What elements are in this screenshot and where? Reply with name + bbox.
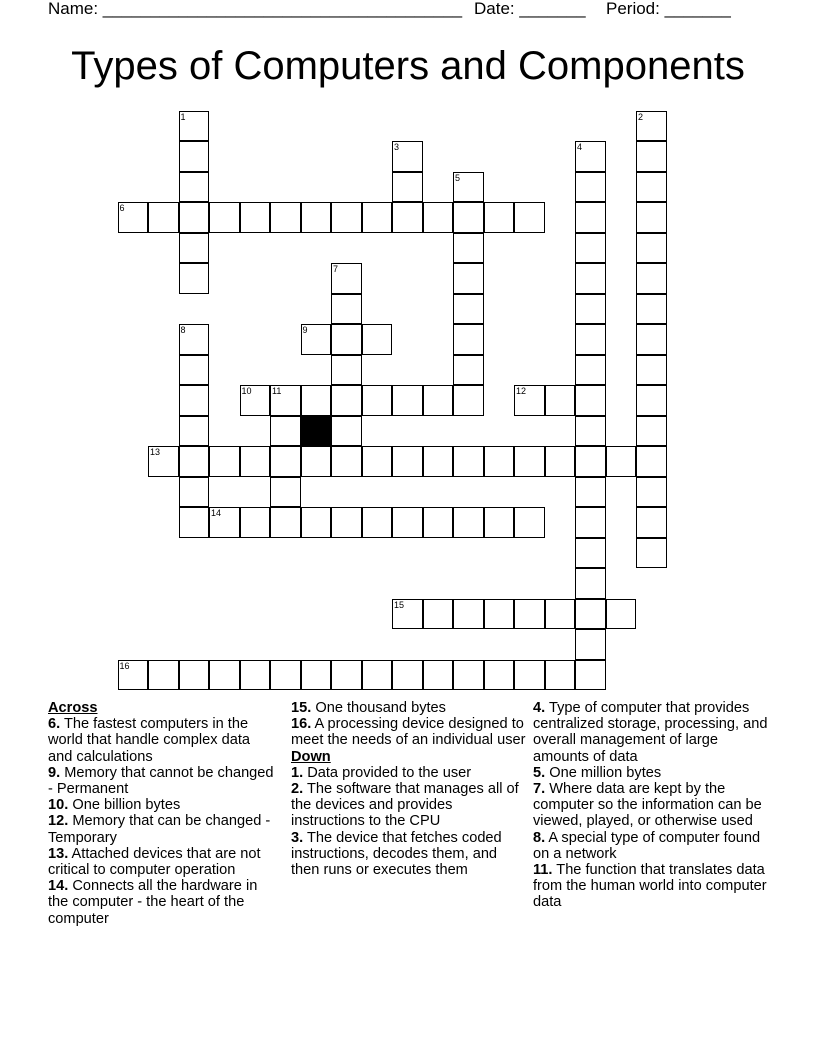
crossword-cell[interactable] [179,507,210,538]
clue-number: 13. [48,845,69,862]
clue-number: 14. [48,878,69,895]
crossword-cell[interactable] [636,141,667,172]
crossword-cell[interactable] [209,507,240,538]
crossword-cell[interactable] [636,111,667,142]
cell-number: 5 [455,172,461,183]
cell-number: 13 [150,447,161,457]
crossword-cell[interactable] [575,629,606,660]
crossword-cell[interactable] [453,385,484,416]
clue-number: 8. [533,829,546,846]
clue-number: 2. [291,781,304,798]
crossword-cell[interactable] [575,263,606,294]
crossword-cell[interactable] [179,324,210,355]
cell-number: 8 [180,325,186,335]
crossword-cell[interactable] [453,507,484,538]
clue [291,781,526,830]
cell-number: 9 [302,325,308,335]
cell-number: 11 [272,386,282,396]
crossword-cell[interactable] [179,202,210,233]
crossword-cell[interactable] [514,446,545,477]
clue [48,797,278,813]
crossword-cell[interactable] [362,202,393,233]
crossword-cell[interactable] [270,385,301,416]
clues-column-2 [291,700,526,878]
period-field[interactable]: Period: _______ [606,0,731,18]
clue-number: 10. [48,797,69,814]
crossword-cell[interactable] [118,202,149,233]
crossword-cell[interactable] [179,172,210,203]
crossword-cell[interactable] [636,355,667,386]
clue [533,781,768,830]
crossword-cell[interactable] [301,446,332,477]
clue [48,846,278,878]
crossword-cell[interactable] [148,660,179,691]
cell-number: 4 [577,142,583,152]
clue-number: 11. [533,862,553,879]
clue-text: Memory that can be changed - Temporary [48,813,271,846]
crossword-cell[interactable] [484,660,515,691]
crossword-cell[interactable] [240,385,271,416]
crossword-cell[interactable] [423,202,454,233]
cell-number: 16 [119,660,130,671]
crossword-cell[interactable] [453,172,484,203]
crossword-cell[interactable] [392,172,423,203]
clues-column-1 [48,700,278,927]
crossword-cell[interactable] [423,599,454,630]
crossword-cell[interactable] [636,202,667,233]
crossword-cell[interactable] [484,507,515,538]
crossword-cell[interactable] [636,324,667,355]
cell-number: 10 [241,386,252,396]
crossword-cell[interactable] [270,446,301,477]
clue-text: A special type of computer found on a network [533,829,761,862]
crossword-cell[interactable] [453,263,484,294]
cell-number: 3 [394,142,400,152]
clue-text: Memory that cannot be changed - Permanent [48,764,274,798]
clue [291,765,526,781]
crossword-cell[interactable] [392,446,423,477]
clue-text: Data provided to the user [303,764,472,781]
clue-text: A processing device designed to meet the needs of an individual user [291,716,526,749]
crossword-cell[interactable] [636,416,667,447]
clue-text: One million bytes [545,764,662,781]
crossword-cell[interactable] [636,294,667,325]
clue-text: Attached devices that are not critical to computer operation [48,845,261,879]
down-heading: Down [291,748,331,765]
crossword-cell[interactable] [453,294,484,325]
crossword-cell[interactable] [179,660,210,691]
crossword-cell[interactable] [362,446,393,477]
crossword-cell[interactable] [392,141,423,172]
clue [48,813,278,845]
crossword-cell[interactable] [484,446,515,477]
crossword-cell[interactable] [484,599,515,630]
crossword-cell[interactable] [179,416,210,447]
crossword-cell[interactable] [636,385,667,416]
crossword-cell[interactable] [453,446,484,477]
crossword-cell[interactable] [606,599,637,630]
crossword-cell[interactable] [301,385,332,416]
clue [533,830,768,862]
crossword-cell[interactable] [331,202,362,233]
crossword-cell[interactable] [331,263,362,294]
crossword-cell[interactable] [148,446,179,477]
crossword-cell[interactable] [209,202,240,233]
crossword-cell[interactable] [575,416,606,447]
crossword-cell[interactable] [362,507,393,538]
crossword-cell[interactable] [514,202,545,233]
cell-number: 6 [119,203,125,213]
crossword-cell[interactable] [423,385,454,416]
crossword-cell[interactable] [392,507,423,538]
crossword-cell[interactable] [301,660,332,691]
crossword-cell[interactable] [606,446,637,477]
clue-number: 5. [533,764,546,781]
across-heading: Across [48,700,98,716]
crossword-cell[interactable] [331,385,362,416]
crossword-cell[interactable] [331,660,362,691]
crossword-cell[interactable] [270,507,301,538]
crossword-cell[interactable] [423,446,454,477]
crossword-cell[interactable] [270,660,301,691]
clue-text: Type of computer that provides centralized storage, processing, and overall management of large amounts of data [533,700,768,765]
crossword-cell[interactable] [575,294,606,325]
crossword-cell[interactable] [575,324,606,355]
crossword-cell[interactable] [636,538,667,569]
clue-text: The function that translates data from the human world into computer data [533,862,767,911]
crossword-cell[interactable] [514,599,545,630]
crossword-cell[interactable] [331,416,362,447]
clue-number: 15. [291,700,312,716]
crossword-cell[interactable] [362,385,393,416]
name-field[interactable]: Name: ______________________________________ [48,0,463,18]
black-square [301,416,332,447]
crossword-cell[interactable] [118,660,149,691]
crossword-cell[interactable] [270,477,301,508]
clue-text: The software that manages all of the devices and provides instructions to the CPU [291,781,519,830]
cell-number: 15 [394,599,405,610]
crossword-cell[interactable] [575,599,606,630]
clue-text: The device that fetches coded instructions, decodes them, and then runs or executes them [291,829,502,879]
clue-number: 6. [48,716,61,733]
clue-number: 16. [291,716,312,733]
crossword-cell[interactable] [453,202,484,233]
crossword-cell[interactable] [575,385,606,416]
crossword-cell[interactable] [362,660,393,691]
crossword-cell[interactable] [148,202,179,233]
clue-number: 9. [48,764,61,781]
crossword-cell[interactable] [514,385,545,416]
clue [291,830,526,879]
crossword-cell[interactable] [270,416,301,447]
crossword-cell[interactable] [240,202,271,233]
crossword-cell[interactable] [423,660,454,691]
crossword-cell[interactable] [179,111,210,142]
clue-text: The fastest computers in the world that handle complex data and calculations [48,716,251,765]
crossword-cell[interactable] [362,324,393,355]
crossword-cell[interactable] [545,446,576,477]
crossword-cell[interactable] [423,507,454,538]
crossword-cell[interactable] [179,233,210,264]
crossword-cell[interactable] [331,324,362,355]
cell-number: 12 [516,386,527,396]
clue-number: 1. [291,764,304,781]
clues-column-3 [533,700,768,911]
clue-text: One thousand bytes [311,700,446,716]
crossword-cell[interactable] [301,507,332,538]
crossword-cell[interactable] [240,660,271,691]
crossword-cell[interactable] [575,660,606,691]
crossword-cell[interactable] [392,385,423,416]
crossword-cell[interactable] [453,660,484,691]
crossword-cell[interactable] [331,294,362,325]
crossword-cell[interactable] [179,141,210,172]
crossword-cell[interactable] [331,507,362,538]
crossword-cell[interactable] [514,660,545,691]
clue-number: 4. [533,700,546,716]
crossword-cell[interactable] [179,263,210,294]
crossword-cell[interactable] [545,660,576,691]
crossword-cell[interactable] [392,660,423,691]
date-field[interactable]: Date: _______ [474,0,586,18]
clue [291,700,526,716]
crossword-cell[interactable] [453,324,484,355]
cell-number: 1 [180,111,186,122]
cell-number: 14 [211,508,222,518]
crossword-cell[interactable] [392,599,423,630]
crossword-cell[interactable] [179,355,210,386]
clue [533,765,768,781]
crossword-cell[interactable] [453,355,484,386]
crossword-cell[interactable] [575,538,606,569]
crossword-cell[interactable] [301,202,332,233]
clue [48,716,278,765]
clue-number: 7. [533,781,546,798]
crossword-cell[interactable] [240,446,271,477]
crossword-cell[interactable] [240,507,271,538]
crossword-cell[interactable] [545,599,576,630]
crossword-cell[interactable] [179,477,210,508]
crossword-cell[interactable] [301,324,332,355]
crossword-cell[interactable] [636,446,667,477]
crossword-cell[interactable] [179,385,210,416]
clue [533,862,768,911]
crossword-cell[interactable] [575,172,606,203]
page-title: Types of Computers and Components [71,44,745,88]
crossword-cell[interactable] [331,355,362,386]
crossword-cell[interactable] [636,172,667,203]
crossword-cell[interactable] [209,446,240,477]
crossword-cell[interactable] [514,507,545,538]
crossword-cell[interactable] [453,599,484,630]
clue-number: 12. [48,813,69,830]
clue-text: Where data are kept by the computer so the information can be viewed, played, or otherwise used [533,781,762,830]
crossword-cell[interactable] [392,202,423,233]
crossword-cell[interactable] [575,355,606,386]
crossword-cell[interactable] [270,202,301,233]
crossword-cell[interactable] [636,477,667,508]
crossword-cell[interactable] [453,233,484,264]
clue [48,765,278,797]
crossword-cell[interactable] [636,233,667,264]
cell-number: 2 [638,111,644,122]
crossword-cell[interactable] [575,141,606,172]
crossword-cell[interactable] [575,477,606,508]
crossword-cell[interactable] [575,568,606,599]
crossword-cell[interactable] [209,660,240,691]
crossword-cell[interactable] [636,507,667,538]
clue [291,716,526,748]
crossword-cell[interactable] [575,202,606,233]
crossword-cell[interactable] [575,507,606,538]
clue [533,700,768,765]
crossword-cell[interactable] [484,202,515,233]
clue-text: Connects all the hardware in the computer - the heart of the computer [48,878,258,927]
clue-text: One billion bytes [68,797,181,814]
clue [48,878,278,927]
crossword-cell[interactable] [636,263,667,294]
clue-number: 3. [291,829,304,846]
crossword-cell[interactable] [331,446,362,477]
crossword-cell[interactable] [179,446,210,477]
cell-number: 7 [333,264,339,274]
crossword-cell[interactable] [545,385,576,416]
crossword-cell[interactable] [575,233,606,264]
crossword-cell[interactable] [575,446,606,477]
